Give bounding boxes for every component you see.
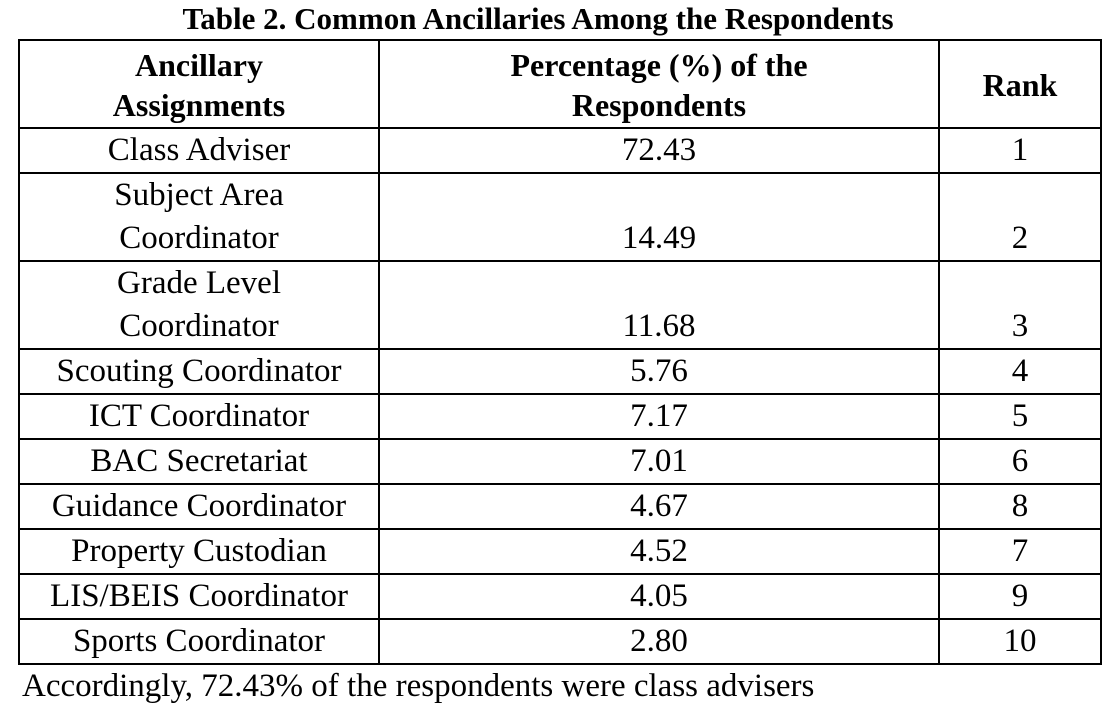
cell-assignment xyxy=(19,619,379,664)
table-row xyxy=(19,128,1101,173)
table-row xyxy=(19,173,1101,261)
header-percentage-line-1: Percentage (%) of the xyxy=(510,47,808,83)
cell-percentage: 14.49 xyxy=(379,173,939,261)
cell-percentage: 4.05 xyxy=(379,574,939,619)
cell-percentage: 7.17 xyxy=(379,394,939,439)
table-row xyxy=(19,261,1101,349)
header-percentage xyxy=(379,40,939,128)
ancillaries-table xyxy=(18,39,1102,665)
header-percentage-line-2: Respondents xyxy=(571,87,747,123)
cell-rank: 10 xyxy=(939,619,1101,664)
cell-rank: 3 xyxy=(939,261,1101,349)
table-header-row xyxy=(19,40,1101,128)
assignment-line: ICT Coordinator xyxy=(88,398,310,434)
cell-percentage: 11.68 xyxy=(379,261,939,349)
cell-assignment xyxy=(19,574,379,619)
cell-rank: 9 xyxy=(939,574,1101,619)
cell-assignment xyxy=(19,484,379,529)
assignment-line: Class Adviser xyxy=(107,132,291,168)
cell-percentage: 72.43 xyxy=(379,128,939,173)
cell-rank: 6 xyxy=(939,439,1101,484)
assignment-line: Guidance Coordinator xyxy=(51,488,347,524)
table-row xyxy=(19,484,1101,529)
cell-percentage: 4.52 xyxy=(379,529,939,574)
table-row xyxy=(19,349,1101,394)
table-row xyxy=(19,529,1101,574)
cell-assignment xyxy=(19,529,379,574)
assignment-line: Sports Coordinator xyxy=(72,623,326,659)
header-assignment xyxy=(19,40,379,128)
table-row xyxy=(19,619,1101,664)
table-row xyxy=(19,394,1101,439)
cell-rank: 5 xyxy=(939,394,1101,439)
cell-assignment xyxy=(19,349,379,394)
cell-percentage: 2.80 xyxy=(379,619,939,664)
assignment-line: Grade Level xyxy=(117,265,281,301)
cell-percentage: 4.67 xyxy=(379,484,939,529)
cell-assignment xyxy=(19,128,379,173)
assignment-line: Coordinator xyxy=(119,220,279,256)
cell-percentage: 7.01 xyxy=(379,439,939,484)
table-row xyxy=(19,439,1101,484)
cell-rank: 1 xyxy=(939,128,1101,173)
assignment-line: BAC Secretariat xyxy=(90,443,308,479)
continuation-paragraph: Accordingly, 72.43% of the respondents were class advisers xyxy=(22,668,815,704)
assignment-line: Subject Area xyxy=(114,177,284,213)
header-assignment-line-2: Assignments xyxy=(112,87,286,123)
cell-percentage: 5.76 xyxy=(379,349,939,394)
assignment-line: Scouting Coordinator xyxy=(56,353,342,389)
cell-rank: 7 xyxy=(939,529,1101,574)
table-caption: Table 2. Common Ancillaries Among the Respondents xyxy=(182,1,894,36)
cell-assignment xyxy=(19,173,379,261)
assignment-line: LIS/BEIS Coordinator xyxy=(50,578,348,614)
cell-assignment xyxy=(19,439,379,484)
assignment-line: Property Custodian xyxy=(71,533,327,569)
cell-rank: 2 xyxy=(939,173,1101,261)
table-row xyxy=(19,574,1101,619)
cell-assignment xyxy=(19,394,379,439)
assignment-line: Coordinator xyxy=(119,308,279,344)
header-assignment-line-1: Ancillary xyxy=(135,47,263,83)
cell-rank: 4 xyxy=(939,349,1101,394)
cell-rank: 8 xyxy=(939,484,1101,529)
cell-assignment xyxy=(19,261,379,349)
header-rank: Rank xyxy=(939,40,1101,128)
